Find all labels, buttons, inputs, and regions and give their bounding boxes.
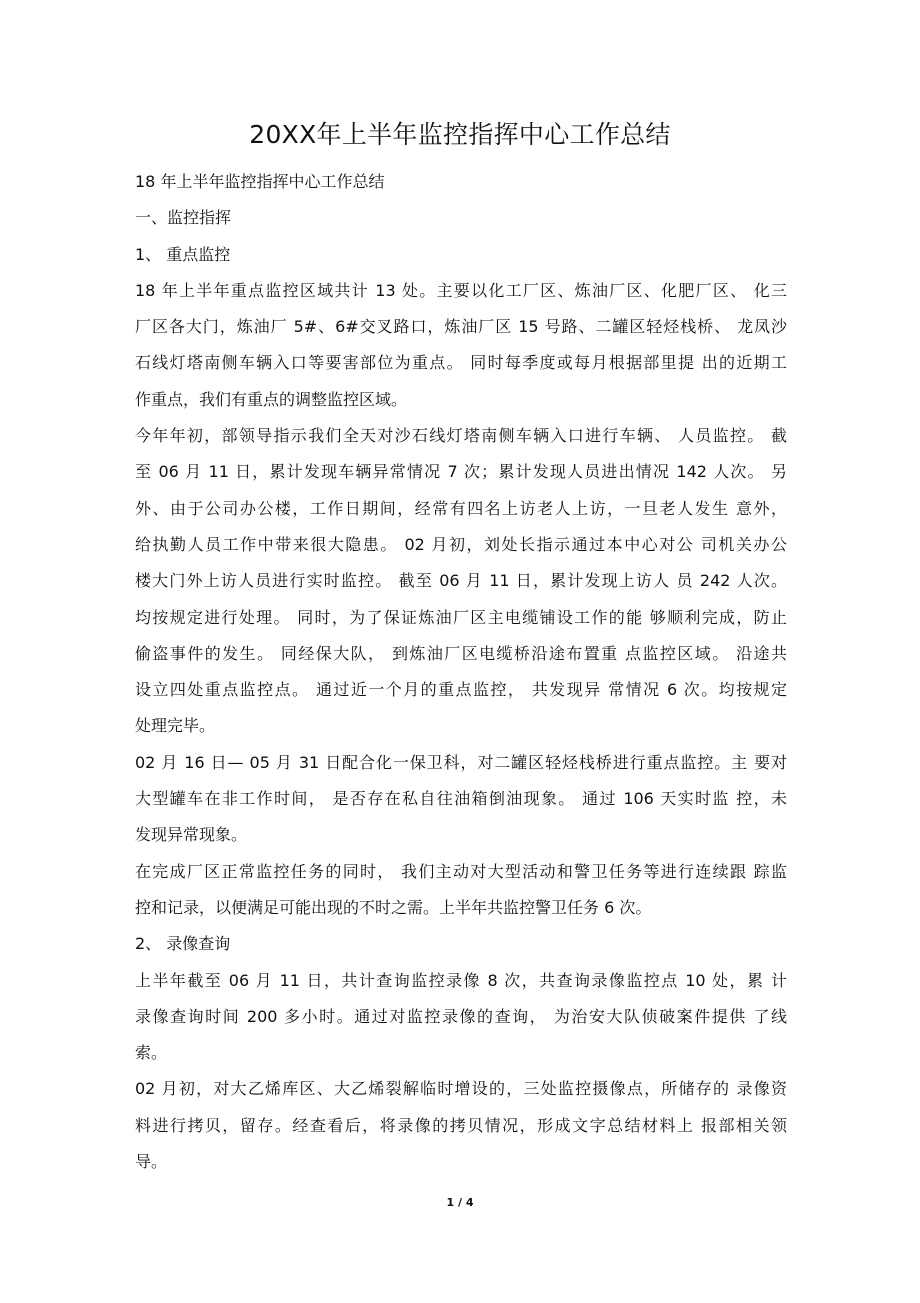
subsection-heading: 1、 重点监控 <box>135 244 231 264</box>
text-line: 今年年初，部领导指示我们全天对沙石线灯塔南侧车辆入口进行车辆、 人员监控。 截 <box>135 426 787 446</box>
text-line: 18 年上半年重点监控区域共计 13 处。主要以化工厂区、炼油厂区、化肥厂区、 化三 <box>135 280 787 300</box>
text-line: 发现异常现象。 <box>135 825 248 845</box>
document-body <box>135 164 787 1180</box>
text-line: 厂区各大门，炼油厂 5#、6#交叉路口，炼油厂区 15 号路、二罐区轻烃栈桥、 龙凤沙 <box>135 317 787 337</box>
page-number: 1 / 4 <box>446 1196 474 1209</box>
text-line: 作重点，我们有重点的调整监控区域。 <box>135 389 408 409</box>
text-line: 楼大门外上访人员进行实时监控。 截至 06 月 11 日，累计发现上访人 员 242 人次。 <box>135 571 787 591</box>
text-line: 偷盗事件的发生。 同经保大队， 到炼油厂区电缆桥沿途布置重 点监控区域。 沿途共 <box>135 643 787 663</box>
text-line: 控和记录，以便满足可能出现的不时之需。上半年共监控警卫任务 6 次。 <box>135 897 652 917</box>
text-line: 料进行拷贝，留存。经查看后，将录像的拷贝情况，形成文字总结材料上 报部相关领 <box>135 1115 787 1135</box>
text-line: 导。 <box>135 1152 168 1172</box>
text-line: 上半年截至 06 月 11 日，共计查询监控录像 8 次，共查询录像监控点 10 处，累 计 <box>135 970 787 990</box>
text-line: 处理完毕。 <box>135 716 216 736</box>
text-line: 给执勤人员工作中带来很大隐患。 02 月初，刘处长指示通过本中心对公 司机关办公 <box>135 534 787 554</box>
text-line: 外、由于公司办公楼，工作日期间，经常有四名上访老人上访，一旦老人发生 意外， <box>135 498 787 518</box>
text-line: 大型罐车在非工作时间， 是否存在私自往油箱倒油现象。 通过 106 天实时监 控，未 <box>135 789 787 809</box>
text-line: 02 月初，对大乙烯库区、大乙烯裂解临时增设的，三处监控摄像点，所储存的 录像资 <box>135 1079 787 1099</box>
text-line: 石线灯塔南侧车辆入口等要害部位为重点。 同时每季度或每月根据部里提 出的近期工 <box>135 353 787 373</box>
text-line: 02 月 16 日— 05 月 31 日配合化一保卫科，对二罐区轻烃栈桥进行重点监控。主 要对 <box>135 752 787 772</box>
text-line: 录像查询时间 200 多小时。通过对监控录像的查询， 为治安大队侦破案件提供 了线 <box>135 1006 787 1026</box>
text-line: 设立四处重点监控点。 通过近一个月的重点监控， 共发现异 常情况 6 次。均按规定 <box>135 680 787 700</box>
text-line: 18 年上半年监控指挥中心工作总结 <box>135 172 385 191</box>
subsection-heading: 2、 录像查询 <box>135 934 231 954</box>
text-line: 索。 <box>135 1043 168 1063</box>
text-line: 在完成厂区正常监控任务的同时， 我们主动对大型活动和警卫任务等进行连续跟 踪监 <box>135 861 787 881</box>
text-line: 至 06 月 11 日，累计发现车辆异常情况 7 次；累计发现人员进出情况 142 人次。 另 <box>135 462 787 482</box>
text-line: 均按规定进行处理。 同时，为了保证炼油厂区主电缆铺设工作的能 够顺利完成，防止 <box>135 607 787 627</box>
document-title: 20XX年上半年监控指挥中心工作总结 <box>249 120 671 149</box>
section-heading: 一、监控指挥 <box>135 208 232 228</box>
